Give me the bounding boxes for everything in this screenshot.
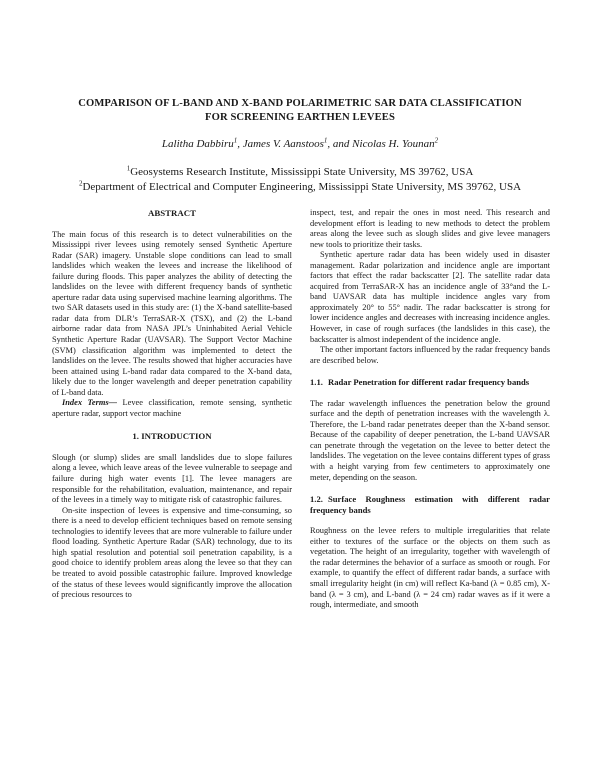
affiliation-2 — [30, 180, 570, 194]
right-column — [310, 208, 550, 611]
author-3: , and Nicolas H. Younan — [327, 138, 435, 150]
subsection-1-2-title: Surface Roughness estimation with different radar frequency bands — [310, 494, 550, 515]
subsection-1-1-heading — [310, 377, 550, 388]
abstract-body: The main focus of this research is to detect vulnerabilities on the Mississippi river levees using remotely sensed Synthetic Aperture Radar (SAR) imagery. Unstable slope conditions can lead to small landslides which weaken the levees and increase the likelihood of failure during floods. This paper analyzes the ability of detecting the landslides on the levee with different frequency bands of synthetic aperture radar data using supervised machine learning algorithms. The two SAR datasets used in this study are: (1) the X-band satellite-based radar data from DLR’s TerraSAR-X (TSX), and (2) the L-band airborne radar data from NASA JPL’s Uninhabited Aerial Vehicle Synthetic Aperture Radar (UAVSAR). The Support Vector Machine (SVM) classification algorithm was implemented to detect the landslides on the levee. The results showed that higher accuracies have been attained using L-band radar data compared to the X-band data, likely due to the longer wavelength and deeper penetration capability of L-band data. — [52, 229, 292, 397]
subsection-1-2-heading — [310, 494, 550, 515]
author-1-sup: 1 — [233, 136, 238, 145]
abstract-heading: ABSTRACT — [148, 208, 196, 218]
affiliation-1-sup: 1 — [126, 164, 131, 173]
paper-title — [40, 97, 560, 125]
left-column — [52, 208, 292, 601]
affiliation-2-sup: 2 — [78, 179, 83, 188]
author-list — [40, 137, 560, 151]
intro-paragraph-1: Slough (or slump) slides are small landslides due to slope failures along a levee, which leave areas of the levee vulnerable to seepage and failure during high water events [1]. The levee managers are responsible for the rehabilitation, evaluation, maintenance, and repair of the levees in a timely way to mitigate risk of catastrophic failures. — [52, 452, 292, 505]
affiliation-1-text: Geosystems Research Institute, Mississippi State University, MS 39762, USA — [130, 166, 474, 178]
index-terms — [52, 398, 292, 419]
author-2-sup: 1 — [323, 136, 328, 145]
affiliation-2-text: Department of Electrical and Computer Engineering, Mississippi State University, MS 39762, USA — [82, 181, 522, 193]
author-2: James V. Aanstoos — [242, 138, 324, 150]
right-paragraph-1: inspect, test, and repair the ones in most need. This research and development effort is leading to new methods to detect the problem areas along the levee such as slough slides and give levee managers new tools to prioritize their tasks. — [310, 208, 550, 249]
intro-heading: 1. INTRODUCTION — [132, 431, 212, 442]
right-paragraph-2: Synthetic aperture radar data has been widely used in disaster management. Radar polarization and incidence angle are important factors that effect the radar backscatter [2]. The satellite radar data acquired from TerraSAR-X has an incidence angle of 33°and the L-band UAVSAR data has multiple incidence angles vary from approximately 20° to 55° nadir. The radar backscatter is strong for lower incidence angles and decreases with increasing incidence angles. However, in case of rough surfaces (the landslides in this case), the backscatter is almost independent of the incidence angle. — [310, 250, 550, 344]
right-paragraph-3: The other important factors influenced by the radar frequency bands are described below. — [310, 345, 550, 365]
title-line-1: COMPARISON OF L-BAND AND X-BAND POLARIMETRIC SAR DATA CLASSIFICATION — [78, 98, 522, 109]
author-3-sup: 2 — [434, 136, 439, 145]
right-paragraph-5: Roughness on the levee refers to multiple irregularities that relate either to textures of the surface or the objects on them such as vegetation. The height of an irregularity, together with wavelength of the radar determines the behavior of a surface as smooth or rough. For example, to quantify the effect of different radar bands, a surface with small irregularity height (in cm) will reflect Ka-band (λ = 0.85 cm), X-band (λ = 3 cm), and L-band (λ = 24 cm) radar waves as if it were a rough, intermediate, and smooth — [310, 526, 550, 610]
index-terms-text: Levee classification, remote sensing, synthetic aperture radar, support vector machine — [52, 398, 292, 418]
author-sep: , — [237, 138, 243, 150]
affiliation-1 — [30, 165, 570, 179]
right-paragraph-4: The radar wavelength influences the penetration below the ground surface and the depth of penetration increases with the wavelength λ. Therefore, the L-band radar penetrates deeper than the X-band sensor. Because of the capability of deeper penetration, the L-band UAVSAR can penetrate through the vegetation on the levee to better detect the landslides. The vegetation on the levee contains different types of grass with a height varying from few centimeters to approximately one meter, depending on the season. — [310, 398, 550, 482]
intro-paragraph-2: On-site inspection of levees is expensive and time-consuming, so there is a need to develop efficient techniques based on remote sensing technologies to identify levees that are more vulnerable to failure under flood loading. Synthetic Aperture Radar (SAR) technology, due to its high spatial resolution and potential soil penetration capability, is a good choice to identify problem areas along the levee so that they can be treated to avoid possible catastrophic failure. Improved knowledge of the status of these levees would significantly improve the allocation of precious resources to — [52, 505, 292, 600]
subsection-1-1-title: Radar Penetration for different radar frequency bands — [328, 377, 530, 388]
index-terms-label: Index Terms— — [62, 398, 117, 408]
author-1: Lalitha Dabbiru — [161, 138, 234, 150]
title-line-2: FOR SCREENING EARTHEN LEVEES — [205, 112, 395, 123]
subsection-1-1-number: 1.1. — [310, 377, 323, 388]
subsection-1-2-number: 1.2. — [310, 494, 323, 505]
